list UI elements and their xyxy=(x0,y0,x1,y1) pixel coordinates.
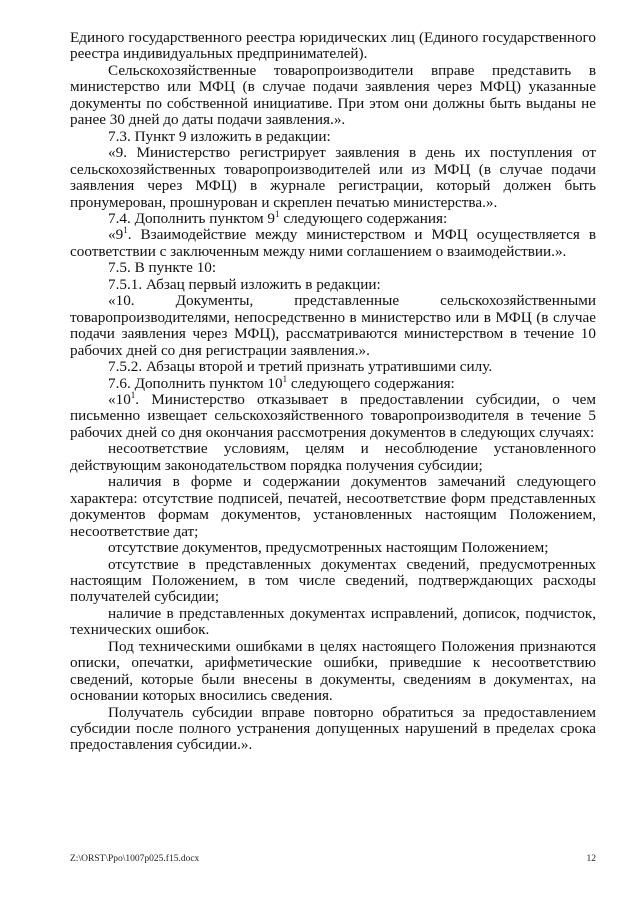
paragraph-17: наличие в представленных документах исправлений, дописок, подчисток, технических ошибок. xyxy=(70,604,596,639)
paragraph-4: «9. Министерство регистрирует заявления в день их поступления от сельскохозяйственных товаропроизводителей или из МФЦ (в случае подачи заявления через МФЦ) в журнале регистрации, который должен быть пронумерован, прошнурован и скреплен печатью министерства.». xyxy=(70,144,596,211)
paragraph-19: Получатель субсидии вправе повторно обратиться за предоставлением субсидии после полного устранения допущенных нарушений в пределах срока предоставления субсидии.». xyxy=(70,703,596,754)
paragraph-3: 7.3. Пункт 9 изложить в редакции: xyxy=(108,127,331,145)
document-body xyxy=(70,30,596,754)
paragraph-13: несоответствие условиям, целям и несоблюдение установленного действующим законодательством порядка получения субсидии; xyxy=(70,440,596,474)
paragraph-16: отсутствие в представленных документах сведений, предусмотренных настоящим Положением, в том числе сведений, подтверждающих расходы получателей субсидии; xyxy=(70,555,596,606)
paragraph-10: 7.5.2. Абзацы второй и третий признать утратившими силу. xyxy=(108,358,493,376)
paragraph-14: наличия в форме и содержании документов замечаний следующего характера: отсутствие подписей, печатей, несоответствие форм представленных документов формам документов, установленных настоящим Положением, несоответствие дат; xyxy=(70,473,596,540)
paragraph-7: 7.5. В пункте 10: xyxy=(108,259,217,277)
paragraph-5: 7.4. Дополнить пунктом $9^1$ следующего содержания: xyxy=(108,208,448,227)
paragraph-11: 7.6. Дополнить пунктом $10^1$ следующего содержания: xyxy=(108,373,455,392)
paragraph-6: «$9^1$. Взаимодействие между министерством и МФЦ осуществляется в соответствии с заключенным между ними соглашением о взаимодействии.». xyxy=(70,225,596,260)
paragraph-15: отсутствие документов, предусмотренных настоящим Положением; xyxy=(108,539,549,557)
paragraph-1: Единого государственного реестра юридических лиц (Единого государственного реестра индивидуальных предпринимателей). xyxy=(70,29,596,63)
page-number: 12 xyxy=(586,854,596,864)
paragraph-9: «10. Документы, представленные сельскохозяйственными товаропроизводителями, непосредственно в министерство или в МФЦ (в случае подачи заявления через МФЦ), рассматриваются министерством в течение 10 рабочих дней со дня регистрации заявления.». xyxy=(70,292,596,359)
paragraph-12: «$10^1$. Министерство отказывает в предоставлении субсидии, о чем письменно извещает сельскохозяйственного товаропроизводителя в течение 5 рабочих дней со дня окончания рассмотрения документов в следующих случаях: xyxy=(70,389,596,441)
page-footer xyxy=(70,854,596,865)
paragraph-8: 7.5.1. Абзац первый изложить в редакции: xyxy=(108,275,381,293)
paragraph-18: Под техническими ошибками в целях настоящего Положения признаются описки, опечатки, арифметические ошибки, приведшие к несоответствию сведений, которые были внесены в документы, сведениям в документах, на основании которых вносились сведения. xyxy=(70,637,596,705)
paragraph-2: Сельскохозяйственные товаропроизводители вправе представить в министерство или МФЦ (в случае подачи заявления через МФЦ) указанные документы по собственной инициативе. При этом они должны быть выданы не ранее 30 дней до даты подачи заявления.». xyxy=(70,61,596,129)
file-path: Z:\ORST\Ppo\1007p025.f15.docx xyxy=(70,854,200,864)
